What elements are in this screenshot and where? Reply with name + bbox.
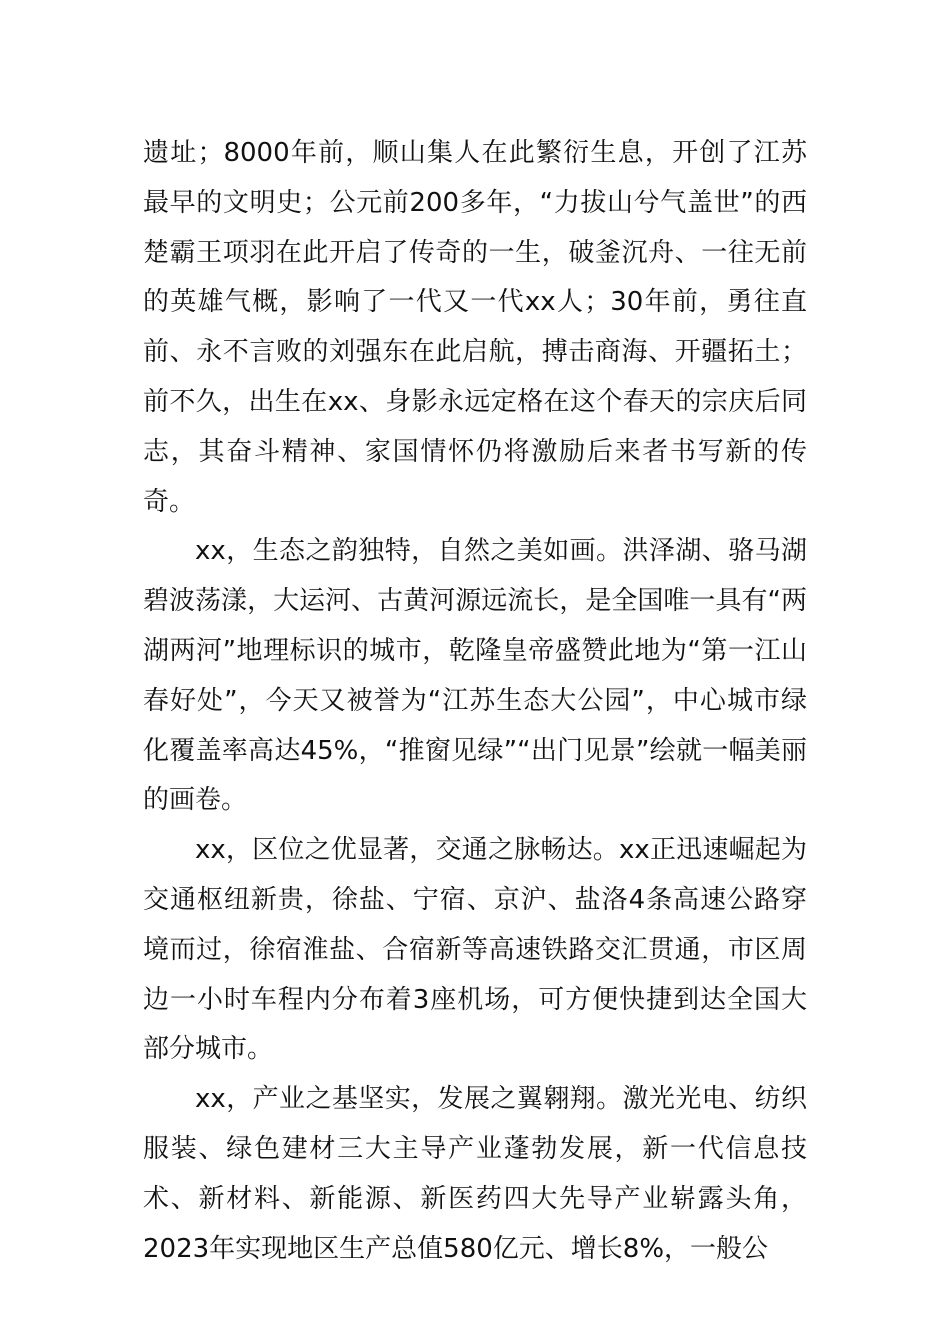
paragraph-4: xx，产业之基坚实，发展之翼翱翔。激光光电、纺织服装、绿色建材三大主导产业蓬勃发展，新一代信息技术、新材料、新能源、新医药四大先导产业崭露头角，2023年实现地区生产总值580亿元、增长8%，一般公 <box>143 1084 807 1264</box>
document-body <box>143 129 807 1274</box>
paragraph-2: xx，生态之韵独特，自然之美如画。洪泽湖、骆马湖碧波荡漾，大运河、古黄河源远流长，是全国唯一具有“两湖两河”地理标识的城市，乾隆皇帝盛赞此地为“第一江山春好处”，今天又被誉为“江苏生态大公园”，中心城市绿化覆盖率高达45%，“推窗见绿”“出门见景”绘就一幅美丽的画卷。 <box>143 536 807 816</box>
paragraph-1: 遗址；8000年前，顺山集人在此繁衍生息，开创了江苏最早的文明史；公元前200多年，“力拔山兮气盖世”的西楚霸王项羽在此开启了传奇的一生，破釜沉舟、一往无前的英雄气概，影响了一代又一代xx人；30年前，勇往直前、永不言败的刘强东在此启航，搏击商海、开疆拓土；前不久，出生在xx、身影永远定格在这个春天的宗庆后同志，其奋斗精神、家国情怀仍将激励后来者书写新的传奇。 <box>143 138 807 517</box>
paragraph-3: xx，区位之优显著，交通之脉畅达。xx正迅速崛起为交通枢纽新贵，徐盐、宁宿、京沪、盐洛4条高速公路穿境而过，徐宿淮盐、合宿新等高速铁路交汇贯通，市区周边一小时车程内分布着3座机场，可方便快捷到达全国大部分城市。 <box>143 835 807 1065</box>
